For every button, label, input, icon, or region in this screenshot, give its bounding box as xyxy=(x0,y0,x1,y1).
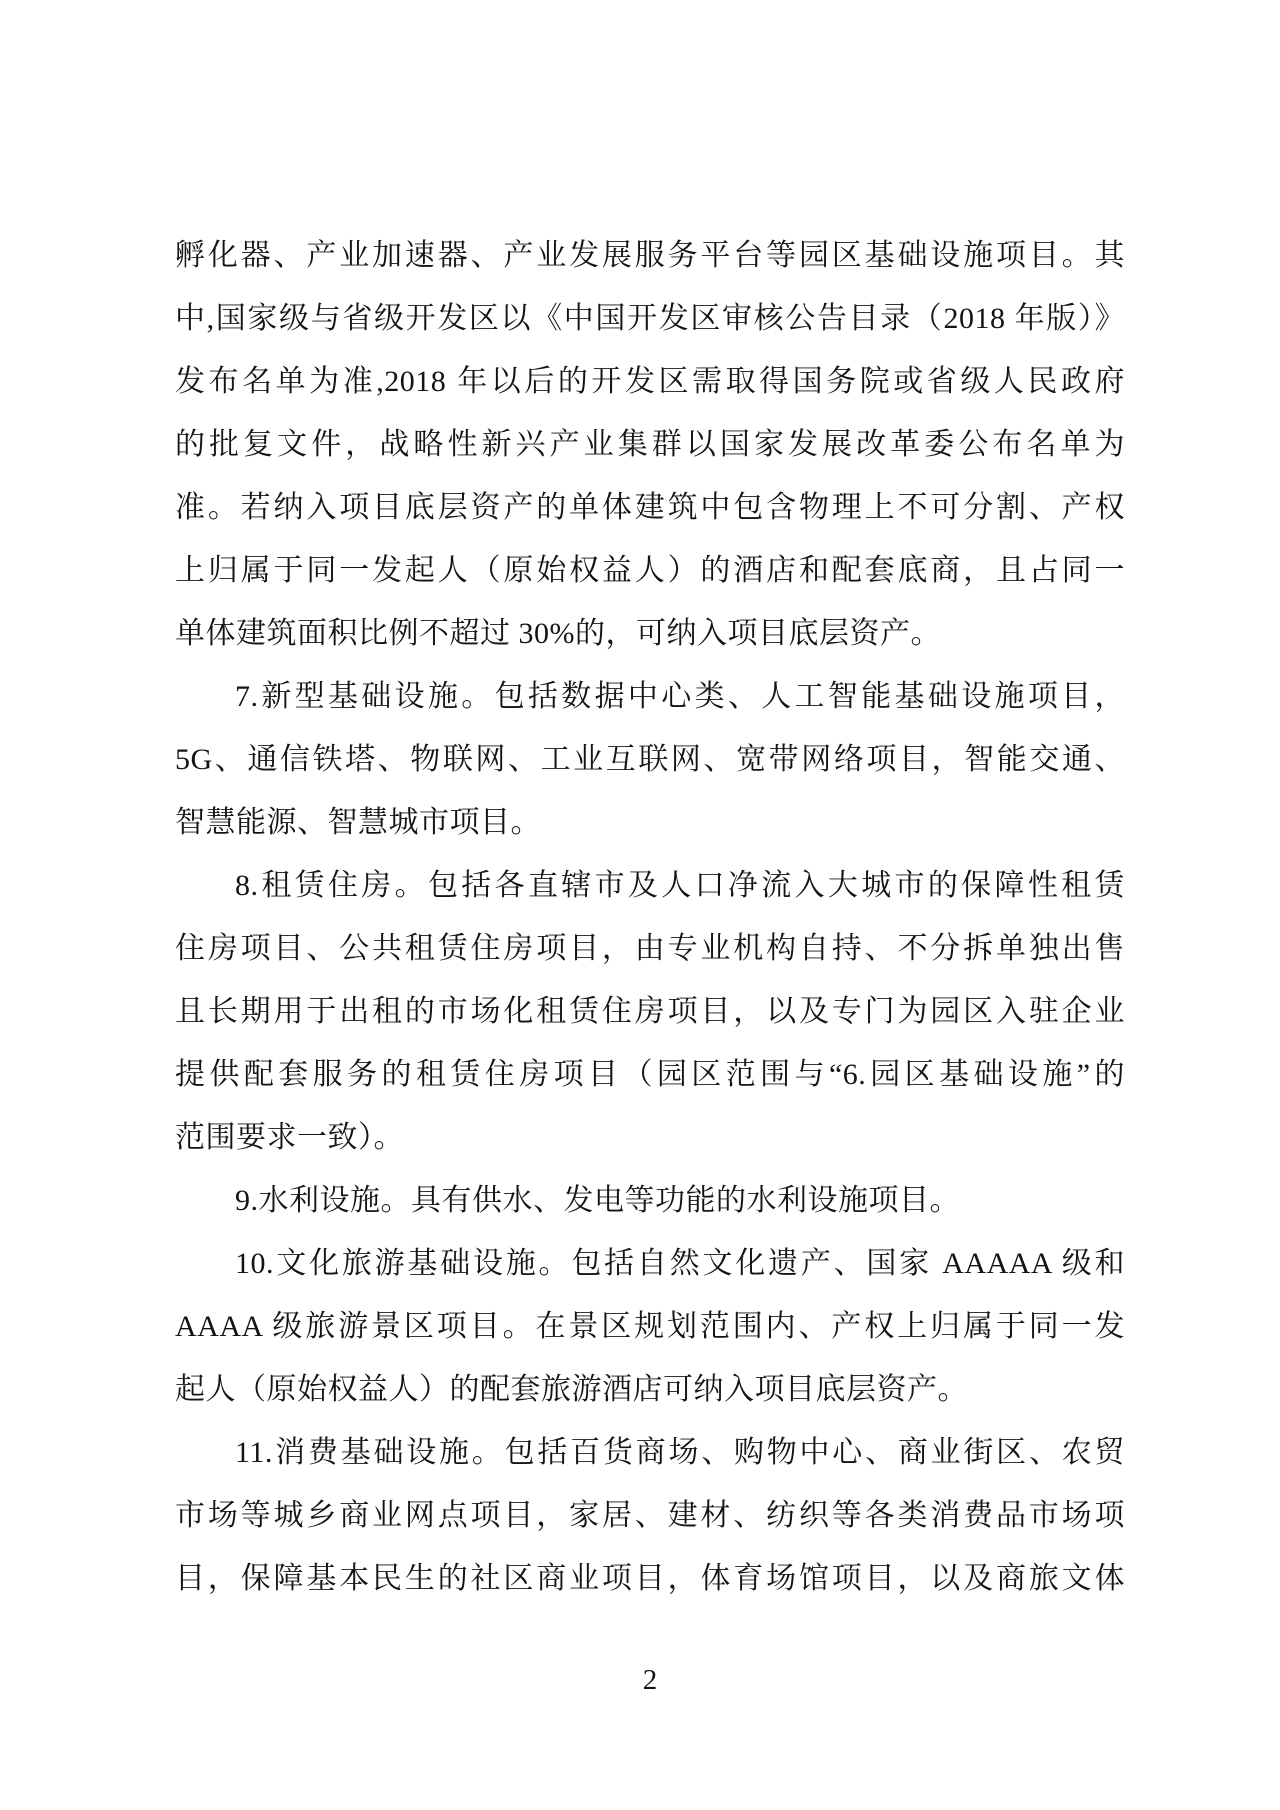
text-line: 单体建筑面积比例不超过 30%的，可纳入项目底层资产。 xyxy=(175,617,941,650)
text-line: 智慧能源、智慧城市项目。 xyxy=(175,806,541,839)
text-line: 市场等城乡商业网点项目，家居、建材、纺织等各类消费品市场项 xyxy=(175,1499,1125,1532)
text-line: 范围要求一致）。 xyxy=(175,1121,404,1154)
text-line: 上归属于同一发起人（原始权益人）的酒店和配套底商，且占同一 xyxy=(175,554,1125,587)
text-line: 提供配套服务的租赁住房项目（园区范围与“6.园区基础设施”的 xyxy=(175,1058,1125,1091)
text-line paragraph-start: 11.消费基础设施。包括百货商场、购物中心、商业街区、农贸 xyxy=(235,1436,1125,1469)
text-line paragraph-start: 9.水利设施。具有供水、发电等功能的水利设施项目。 xyxy=(235,1184,960,1217)
document-text-block xyxy=(175,224,1125,1610)
text-line paragraph-start: 8.租赁住房。包括各直辖市及人口净流入大城市的保障性租赁 xyxy=(235,869,1125,902)
text-line: 5G、通信铁塔、物联网、工业互联网、宽带网络项目，智能交通、 xyxy=(175,743,1125,776)
text-line: AAAA 级旅游景区项目。在景区规划范围内、产权上归属于同一发 xyxy=(175,1310,1125,1343)
text-line: 住房项目、公共租赁住房项目，由专业机构自持、不分拆单独出售 xyxy=(175,932,1125,965)
text-line: 且长期用于出租的市场化租赁住房项目，以及专门为园区入驻企业 xyxy=(175,995,1125,1028)
text-line: 中,国家级与省级开发区以《中国开发区审核公告目录（2018 年版）》 xyxy=(175,302,1125,335)
text-line: 起人（原始权益人）的配套旅游酒店可纳入项目底层资产。 xyxy=(175,1373,968,1406)
text-line: 目，保障基本民生的社区商业项目，体育场馆项目，以及商旅文体 xyxy=(175,1562,1125,1595)
text-line paragraph-start: 7.新型基础设施。包括数据中心类、人工智能基础设施项目， xyxy=(235,680,1125,713)
text-line: 准。若纳入项目底层资产的单体建筑中包含物理上不可分割、产权 xyxy=(175,491,1125,524)
text-line paragraph-start: 10.文化旅游基础设施。包括自然文化遗产、国家 AAAAA 级和 xyxy=(235,1247,1125,1280)
text-line: 的批复文件，战略性新兴产业集群以国家发展改革委公布名单为 xyxy=(175,428,1125,461)
page-number: 2 xyxy=(642,1664,658,1696)
text-line: 孵化器、产业加速器、产业发展服务平台等园区基础设施项目。其 xyxy=(175,239,1125,272)
text-line: 发布名单为准,2018 年以后的开发区需取得国务院或省级人民政府 xyxy=(175,365,1125,398)
